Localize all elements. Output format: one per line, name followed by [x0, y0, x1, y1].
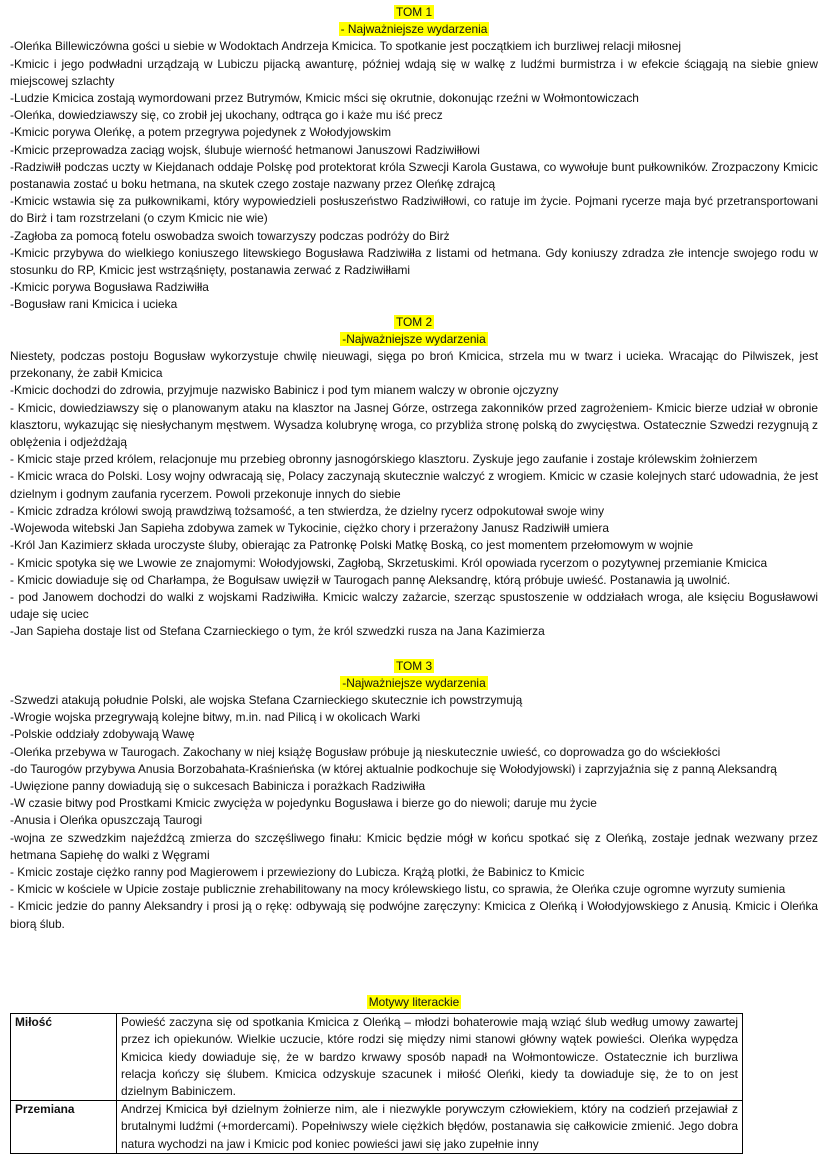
event-item: - Kmicic wraca do Polski. Losy wojny odwracają się, Polacy zaczynają skutecznie walczyć z wrogiem. Kmicic w czasie kolejnych starć udowadnia, że jest dzielnym i godnym zaufania rycerzem. Powoli przekonuje innych do siebie — [10, 469, 818, 501]
volume-title: TOM 1 — [395, 5, 433, 19]
event-item: -Oleńka Billewiczówna gości u siebie w Wodoktach Andrzeja Kmicica. To spotkanie jest początkiem ich burzliwej relacji miłosnej — [10, 39, 682, 54]
event-item: -Szwedzi atakują południe Polski, ale wojska Stefana Czarnieckiego skutecznie ich powstrzymują — [10, 692, 523, 707]
motif-description: Powieść zaczyna się od spotkania Kmicica z Oleńką – młodzi bohaterowie mają wziąć ślub według umowy zawartej przez ich opiekunów. Wielkie uczucie, które rodzi się między nimi stanowi główny wątek powieści. Oleńka wypędza Kmicica kiedy dowiaduje się, że w bardzo krwawy sposób napadł na Wołmontowicze. Ostatecznie ich burzliwa relacja kończy się ślubem. Kmicica odzyskuje szacunek i miłość Oleńki, kiedy ta dowiaduje się, że to on jest dzielnym Babiniczem. — [117, 1014, 743, 1101]
event-item: -Kmicic porywa Bogusława Radziwiłła — [10, 280, 209, 295]
event-item: -wojna ze szwedzkim najeźdźcą zmierza do szczęśliwego finału: Kmicic będzie mógł w końcu spotkać się z Oleńką, zostaje jednak wezwany przez hetmana Sapiehę do walki z Węgrami — [10, 830, 818, 862]
event-item: - Kmicic w kościele w Upicie zostaje publicznie zrehabilitowany na mocy królewskiego listu, co sprawia, że Oleńka czuje ogromne wyrzuty sumienia — [10, 882, 786, 897]
event-item: Niestety, podczas postoju Bogusław wykorzystuje chwilę nieuwagi, sięga po broń Kmicica, strzela mu w twarz i ucieka. Wracając do Pilwiszek, jest przekonany, że zabił Kmicica — [10, 349, 818, 381]
event-item: -Uwięzione panny dowiadują się o sukcesach Babinicza i porażkach Radziwiłła — [10, 778, 426, 793]
event-item: -Kmicic przybywa do wielkiego koniuszego litewskiego Bogusława Radziwiłła z listami od hetmana. Gdy koniuszy zdradza złe intencje swojego rodu w stosunku do RP, Kmicic jest wstrząśnięty, postanawia zerwać z Radziwiłłami — [10, 245, 818, 278]
volume-2 — [10, 314, 818, 641]
event-item: -W czasie bitwy pod Prostkami Kmicic zwycięża w pojedynku Bogusława i bierze go do niewoli; daruje mu życie — [10, 796, 597, 811]
event-item: -Kmicic dochodzi do zdrowia, przyjmuje nazwisko Babinicz i pod tym mianem walczy w obronie ojczyzny — [10, 383, 559, 398]
event-item: -Król Jan Kazimierz składa uroczyste śluby, obierając za Patronkę Polski Matkę Boską, co jest momentem przełomowym w wojnie — [10, 538, 694, 553]
event-item: -Kmicic przeprowadza zaciąg wojsk, ślubuje wierność hetmanowi Januszowi Radziwiłłowi — [10, 142, 480, 157]
event-item: -do Taurogów przybywa Anusia Borzobahata-Kraśnieńska (w której aktualnie podkochuje się Wołodyjowski) i zaprzyjaźnia się z panną Aleksandrą — [10, 761, 777, 776]
event-item: - Kmicic dowiaduje się od Charłampa, że Bogułsaw uwięził w Taurogach pannę Aleksandrę, którą próbuje uwieść. Postanawia ją uwolnić. — [10, 572, 731, 587]
spacer — [10, 641, 818, 658]
volume-1 — [10, 4, 818, 314]
event-item: -Wojewoda witebski Jan Sapieha zdobywa zamek w Tykocinie, ciężko chory i przerażony Janusz Radziwiłł umiera — [10, 521, 609, 536]
event-item: -Ludzie Kmicica zostają wymordowani przez Butrymów, Kmicic mści się okrutnie, dokonując rzeźni w Wołmontowiczach — [10, 91, 639, 106]
event-item: -Wrogie wojska przegrywają kolejne bitwy, m.in. nad Pilicą i w okolicach Warki — [10, 710, 421, 725]
volume-title: TOM 2 — [395, 314, 433, 329]
volume-subtitle: -Najważniejsze wydarzenia — [342, 675, 486, 690]
event-item: - Kmicic spotyka się we Lwowie ze znajomymi: Wołodyjowski, Zagłobą, Skrzetuskimi. Król opowiada rycerzom o pozytywnej przemianie Kmicica — [10, 555, 768, 570]
event-item: - Kmicic, dowiedziawszy się o planowanym ataku na klasztor na Jasnej Górze, ostrzega zakonników przed zagrożeniem- Kmicic bierze udział w obronie klasztoru, wykazując się niesłychanym męstwem. Wysadza kolubrynę wroga, co przybliża stronę polską do zwycięstwa. Ostatecznie Szwedzi rezygnują z oblężenia i odjeżdżają — [10, 400, 818, 450]
motif-description: Andrzej Kmicica był dzielnym żołnierze nim, ale i niezwykle porywczym człowiekiem, który na codzień przejawiał z brutalnymi ludźmi (+mordercami). Popełniwszy wiele ciężkich błędów, postanawia się całkowicie zmienić. Jego dobra natura wychodzi na jaw i Kmicic pod koniec powieści jawi się jako zupełnie inny — [117, 1101, 743, 1154]
event-item: -Oleńka, dowiedziawszy się, co zrobił jej ukochany, odtrąca go i każe mu iść precz — [10, 108, 443, 123]
event-item: - Kmicic zostaje ciężko ranny pod Magierowem i przewieziony do Lubicza. Krążą plotki, że Babinicz to Kmicic — [10, 864, 585, 879]
event-item: -Jan Sapieha dostaje list od Stefana Czarnieckiego o tym, że król szwedzki rusza na Jana Kazimierza — [10, 624, 545, 639]
event-item: -Kmicic i jego podwładni urządzają w Lubiczu pijacką awanturę, później wdają się w walkę z ludźmi burmistrza i w efekcie ściągają na siebie gniew miejscowej szlachty — [10, 56, 818, 88]
event-item: -Oleńka przebywa w Taurogach. Zakochany w niej książę Bogusław próbuje ją nieskutecznie uwieść, co doprowadza go do wściekłości — [10, 744, 721, 759]
event-item: - Kmicic staje przed królem, relacjonuje mu przebieg obronny jasnogórskiego klasztoru. Zyskuje jego zaufanie i zostaje królewskim żołnierzem — [10, 452, 758, 467]
event-item: -Zagłoba za pomocą fotelu oswobadza swoich towarzyszy podczas podróży do Birż — [10, 228, 450, 243]
event-item: -Radziwiłł podczas uczty w Kiejdanach oddaje Polskę pod protektorat króla Szwecji Karola Gustawa, co wywołuje bunt pułkowników. Zrozpaczony Kmicic postanawia zostać u boku hetmana, na skutek czego zostaje nazwany przez Oleńkę zdrajcą — [10, 159, 818, 192]
event-item: -Anusia i Oleńka opuszczają Taurogi — [10, 813, 203, 828]
motifs-table — [10, 1013, 743, 1154]
event-item: - Kmicic jedzie do panny Aleksandry i prosi ją o rękę: odbywają się podwójne zaręczyny: Kmicica z Oleńką i Wołodyjowskiego z Anusią. Kmicic i Oleńka biorą ślub. — [10, 899, 818, 931]
event-item: -Bogusław rani Kmicica i ucieka — [10, 297, 178, 312]
event-item: -Polskie oddziały zdobywają Wawę — [10, 727, 195, 742]
event-item: -Kmicic porywa Oleńkę, a potem przegrywa pojedynek z Wołodyjowskim — [10, 125, 392, 140]
event-item: -Kmicic wstawia się za pułkownikami, który wypowiedzieli posłuszeństwo Radziwiłłowi, co ratuje im życie. Pojmani rycerze maja być przetransportowani do Birż i tam rozstrzelani (o czym Kmicic nie wie) — [10, 194, 818, 226]
table-row — [11, 1101, 743, 1154]
volume-title: TOM 3 — [395, 658, 433, 673]
volume-subtitle: -Najważniejsze wydarzenia — [342, 331, 486, 346]
volume-3 — [10, 658, 818, 933]
motifs-section — [10, 994, 818, 1154]
motif-name: Miłość — [11, 1014, 117, 1101]
motifs-title: Motywy literackie — [368, 995, 460, 1009]
document-page — [10, 4, 818, 933]
table-row — [11, 1014, 743, 1101]
event-item: - pod Janowem dochodzi do walki z wojskami Radziwiłła. Kmicic walczy zażarcie, szerząc spustoszenie w oddziałach wroga, ale księciu Bogusławowi udaje się uciec — [10, 589, 818, 622]
volume-subtitle: - Najważniejsze wydarzenia — [340, 22, 488, 37]
motif-name: Przemiana — [11, 1101, 117, 1154]
event-item: - Kmicic zdradza królowi swoją prawdziwą tożsamość, a ten stwierdza, że dzielny rycerz odpokutował swoje winy — [10, 503, 605, 518]
